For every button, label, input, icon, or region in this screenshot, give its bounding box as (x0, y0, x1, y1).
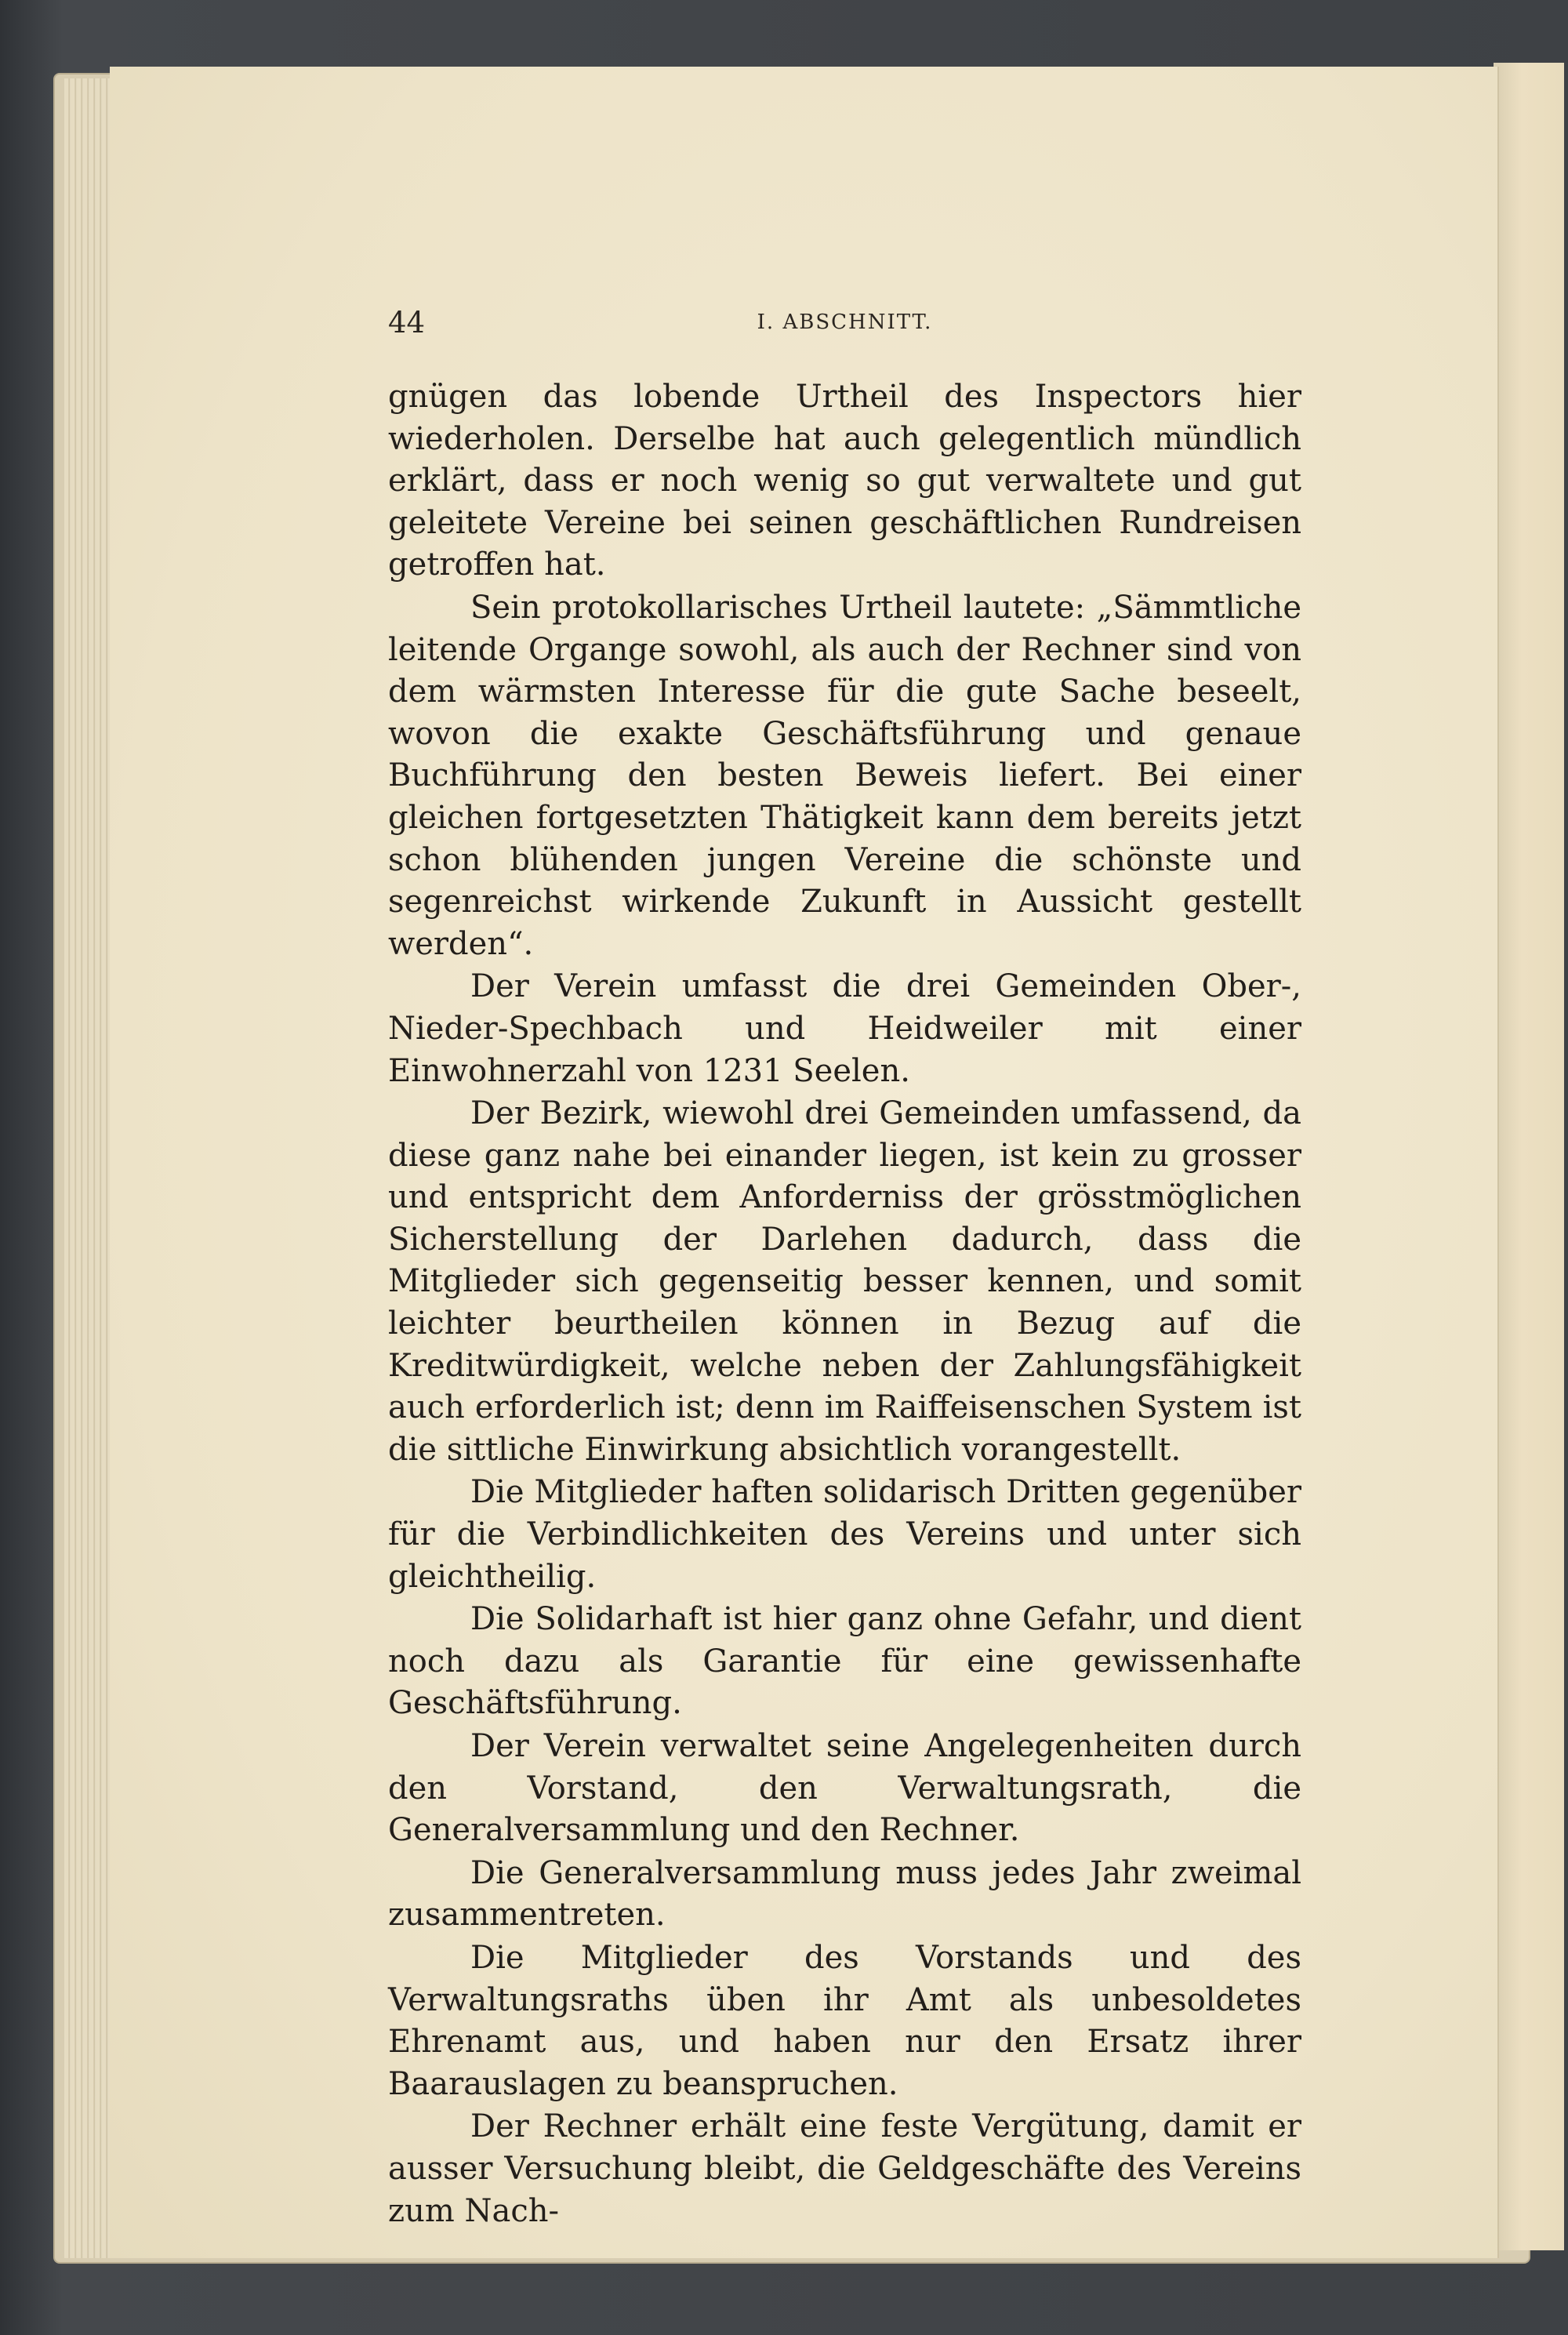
paragraph-1: gnügen das lobende Urtheil des Inspectors hier wiederholen. Derselbe hat auch gelegentlich mündlich erklärt, dass er noch wenig so gut verwaltete und gut geleitete Vereine bei seinen geschäftlichen Rundreisen getroffen hat. (388, 379, 1301, 583)
page-number: 44 (388, 306, 426, 340)
paragraph-5: Die Mitglieder haften solidarisch Dritten gegenüber für die Verbindlichkeiten des Vereins und unter sich gleichtheilig. (388, 1474, 1301, 1595)
paragraph-8: Die Generalversammlung muss jedes Jahr zweimal zusammentreten. (388, 1854, 1301, 1934)
page-edges (64, 78, 111, 2258)
body-text (388, 376, 1301, 2233)
facing-page-edge (1494, 63, 1564, 2250)
paragraph-3: Der Verein umfasst die drei Gemeinden Ober-, Nieder-Spechbach und Heidweiler mit einer Einwohnerzahl von 1231 Seelen. (388, 968, 1301, 1089)
paragraph-4: Der Bezirk, wiewohl drei Gemeinden umfassend, da diese ganz nahe bei einander liegen, ist kein zu grosser und entspricht dem Anforderniss der grösstmöglichen Sicherstellung der Darlehen dadurch, dass die Mitglieder sich gegenseitig besser kennen, und somit leichter beurtheilen können in Bezug auf die Kreditwürdigkeit, welche neben der Zahlungsfähigkeit auch erforderlich ist; denn im Raiffeisenschen System ist die sittliche Einwirkung absichtlich vorangestellt. (388, 1095, 1301, 1468)
section-title: I. ABSCHNITT. (757, 310, 933, 334)
paragraph-6: Die Solidarhaft ist hier ganz ohne Gefahr, und dient noch dazu als Garantie für eine gewissenhafte Geschäftsführung. (388, 1601, 1301, 1722)
paragraph-2: Sein protokollarisches Urtheil lautete: „Sämmtliche leitende Organge sowohl, als auch der Rechner sind von dem wärmsten Interesse für die gute Sache beseelt, wovon die exakte Geschäftsführung und genaue Buchführung den besten Beweis liefert. Bei einer gleichen fortgesetzten Thätigkeit kann dem bereits jetzt schon blühenden jungen Vereine die schönste und segenreichst wirkende Zukunft in Aussicht gestellt werden“. (388, 589, 1301, 962)
running-head (388, 306, 1301, 345)
paragraph-7: Der Verein verwaltet seine Angelegenheiten durch den Vorstand, den Verwaltungsrath, die Generalversammlung und den Rechner. (388, 1728, 1301, 1849)
paragraph-10: Der Rechner erhält eine feste Vergütung, damit er ausser Versuchung bleibt, die Geldgeschäfte des Vereins zum Nach- (388, 2108, 1301, 2229)
paragraph-9: Die Mitglieder des Vorstands und des Verwaltungsraths üben ihr Amt als unbesoldetes Ehrenamt aus, und haben nur den Ersatz ihrer Baarauslagen zu beanspruchen. (388, 1939, 1301, 2102)
